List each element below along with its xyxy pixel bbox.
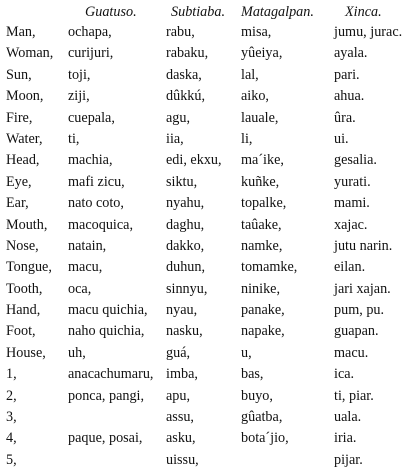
xinca-word: xajac. [334, 216, 368, 233]
table-row [0, 450, 413, 471]
guatuso-word: naho quichia, [68, 323, 145, 340]
xinca-word: pijar. [334, 451, 363, 468]
table-row [0, 150, 413, 171]
guatuso-word: ochapa, [68, 24, 112, 40]
matagalpan-word: aiko, [241, 88, 269, 105]
xinca-word: uala. [334, 409, 362, 426]
english-word: 2, [6, 387, 17, 404]
xinca-word: jumu, jurac. [334, 24, 403, 40]
matagalpan-word: gûatba, [241, 409, 283, 426]
matagalpan-word: u, [241, 344, 252, 361]
xinca-word: ûra. [334, 109, 356, 126]
table-row [0, 343, 413, 364]
table-body [0, 22, 413, 471]
english-word: 3, [6, 409, 17, 426]
table-row [0, 321, 413, 342]
english-word: Foot, [6, 323, 36, 340]
table-row [0, 300, 413, 321]
subtiaba-word: edi, ekxu, [166, 152, 222, 169]
matagalpan-word: kuñke, [241, 173, 280, 190]
header-matagalpan: Matagalpan. [241, 4, 314, 20]
subtiaba-word: sinnyu, [166, 280, 208, 297]
header-xinca: Xinca. [345, 4, 382, 20]
guatuso-word: ti, [68, 130, 80, 147]
guatuso-word: macu, [68, 259, 103, 276]
guatuso-word: macu quichia, [68, 302, 148, 319]
subtiaba-word: asku, [166, 430, 196, 447]
matagalpan-word: ma´ike, [241, 152, 284, 169]
xinca-word: ahua. [334, 88, 365, 105]
english-word: Fire, [6, 109, 33, 126]
english-word: 5, [6, 451, 17, 468]
header-subtiaba: Subtiaba. [171, 4, 225, 20]
guatuso-word: curijuri, [68, 45, 114, 62]
table-row [0, 108, 413, 129]
xinca-word: ica. [334, 366, 355, 383]
matagalpan-word: bota´jio, [241, 430, 289, 447]
table-row [0, 279, 413, 300]
table-row [0, 236, 413, 257]
guatuso-word: uh, [68, 344, 86, 361]
subtiaba-word: iia, [166, 130, 184, 147]
guatuso-word: nato coto, [68, 195, 124, 212]
table-row [0, 129, 413, 150]
guatuso-word: natain, [68, 237, 107, 254]
xinca-word: ui. [334, 130, 349, 147]
subtiaba-word: dûkkú, [166, 88, 206, 105]
subtiaba-word: nyau, [166, 302, 198, 319]
xinca-word: jari xajan. [334, 280, 391, 297]
guatuso-word: cuepala, [68, 109, 115, 126]
xinca-word: iria. [334, 430, 357, 447]
english-word: Tongue, [6, 259, 52, 276]
english-word: Water, [6, 130, 43, 147]
subtiaba-word: duhun, [166, 259, 206, 276]
xinca-word: eilan. [334, 259, 366, 276]
guatuso-word: toji, [68, 66, 91, 83]
matagalpan-word: ninike, [241, 280, 281, 297]
matagalpan-word: li, [241, 130, 253, 147]
xinca-word: ayala. [334, 45, 368, 62]
english-word: Head, [6, 152, 40, 169]
english-word: 1, [6, 366, 17, 383]
subtiaba-word: guá, [166, 344, 191, 361]
table-row [0, 215, 413, 236]
table-row [0, 43, 413, 64]
matagalpan-word: lal, [241, 66, 259, 83]
matagalpan-word: yûeiya, [241, 45, 283, 62]
xinca-word: yurati. [334, 173, 371, 190]
matagalpan-word: taûake, [241, 216, 282, 233]
english-word: Sun, [6, 66, 32, 83]
matagalpan-word: panake, [241, 302, 285, 319]
english-word: Man, [6, 24, 36, 40]
xinca-word: gesalia. [334, 152, 377, 169]
table-row [0, 386, 413, 407]
guatuso-word: anacachumaru, [68, 366, 154, 383]
guatuso-word: machia, [68, 152, 113, 169]
subtiaba-word: assu, [166, 409, 194, 426]
guatuso-word: macoquica, [68, 216, 133, 233]
english-word: Nose, [6, 237, 39, 254]
xinca-word: pari. [334, 66, 360, 83]
table-row [0, 193, 413, 214]
subtiaba-word: nasku, [166, 323, 203, 340]
english-word: Mouth, [6, 216, 48, 233]
subtiaba-word: dakko, [166, 237, 205, 254]
table-row [0, 65, 413, 86]
xinca-word: guapan. [334, 323, 379, 340]
xinca-word: ti, piar. [334, 387, 374, 404]
matagalpan-word: topalke, [241, 195, 287, 212]
guatuso-word: ziji, [68, 88, 90, 105]
guatuso-word: ponca, pangi, [68, 387, 145, 404]
table-row [0, 428, 413, 449]
english-word: 4, [6, 430, 17, 447]
matagalpan-word: tomamke, [241, 259, 298, 276]
subtiaba-word: siktu, [166, 173, 198, 190]
english-word: Ear, [6, 195, 29, 212]
english-word: Moon, [6, 88, 44, 105]
english-word: Woman, [6, 45, 54, 62]
subtiaba-word: apu, [166, 387, 191, 404]
matagalpan-word: bas, [241, 366, 264, 383]
xinca-word: pum, pu. [334, 302, 385, 319]
table-row [0, 86, 413, 107]
matagalpan-word: napake, [241, 323, 285, 340]
matagalpan-word: buyo, [241, 387, 273, 404]
subtiaba-word: daska, [166, 66, 202, 83]
subtiaba-word: nyahu, [166, 195, 205, 212]
subtiaba-word: rabaku, [166, 45, 209, 62]
table-row [0, 172, 413, 193]
subtiaba-word: rabu, [166, 24, 195, 40]
subtiaba-word: agu, [166, 109, 191, 126]
xinca-word: mami. [334, 195, 370, 212]
xinca-word: jutu narin. [334, 237, 393, 254]
matagalpan-word: namke, [241, 237, 283, 254]
english-word: Tooth, [6, 280, 43, 297]
table-header [0, 0, 413, 22]
guatuso-word: mafi zicu, [68, 173, 125, 190]
header-guatuso: Guatuso. [85, 4, 137, 20]
table-row [0, 364, 413, 385]
english-word: House, [6, 344, 46, 361]
xinca-word: macu. [334, 344, 369, 361]
guatuso-word: paque, posai, [68, 430, 143, 447]
matagalpan-word: misa, [241, 24, 272, 40]
table-row [0, 257, 413, 278]
guatuso-word: oca, [68, 280, 92, 297]
subtiaba-word: imba, [166, 366, 198, 383]
matagalpan-word: lauale, [241, 109, 279, 126]
english-word: Hand, [6, 302, 41, 319]
table-row [0, 407, 413, 428]
subtiaba-word: uissu, [166, 451, 199, 468]
english-word: Eye, [6, 173, 32, 190]
table-row [0, 22, 413, 43]
subtiaba-word: daghu, [166, 216, 205, 233]
